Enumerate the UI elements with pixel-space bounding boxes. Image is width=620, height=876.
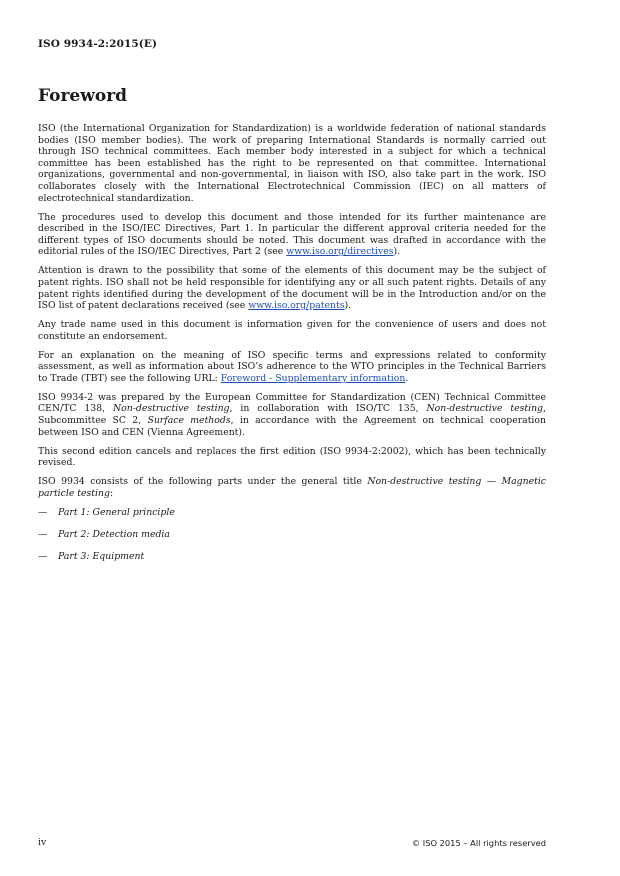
foreword-body xyxy=(38,123,546,573)
general-title: Non-destructive testing — Magnetic particle testing xyxy=(38,476,546,499)
committee-title: Non-destructive testing xyxy=(113,403,230,415)
document-identifier: ISO 9934-2:2015(E) xyxy=(38,38,158,50)
section-title: Foreword xyxy=(38,86,128,106)
list-dash: — xyxy=(38,528,48,540)
text: ISO 9934 consists of the following parts under the general title xyxy=(38,476,368,488)
text: , in collaboration with ISO/TC 135, xyxy=(229,403,427,415)
part-label: Part 2: Detection media xyxy=(58,528,170,540)
supplementary-info-link[interactable]: Foreword - Supplementary information xyxy=(220,372,406,384)
list-dash: — xyxy=(38,506,48,518)
text: ). xyxy=(344,300,352,312)
text: , Subcommittee SC 2, xyxy=(38,403,546,427)
committee-title: Non-destructive testing xyxy=(426,403,544,415)
part-label: Part 1: General principle xyxy=(58,506,175,518)
paragraph-iso-intro: ISO (the International Organization for Standardization) is a worldwide federation of national standards bodies (ISO member bodies). The work of preparing International Standards is normally carried out through ISO technical committees. Each member body interested in a subject for which a technical committee has been established has the right to be represented on that committee. International organizations, governmental and non-governmental, in liaison with ISO, also take part in the work. ISO collaborates closely with the International Electrotechnical Commission (IEC) on all matters of electrotechnical standardization. xyxy=(38,123,546,204)
paragraph-patents xyxy=(38,265,546,311)
part-label: Part 3: Equipment xyxy=(58,550,145,562)
paragraph-trade-name: Any trade name used in this document is information given for the convenience of users and does not constitute an endorsement. xyxy=(38,319,546,342)
text: Attention is drawn to the possibility that some of the elements of this document may be the subject of patent rights. ISO shall not be held responsible for identifying any or all such patent rights. Details of any patent rights identified during the development of the document will be in the Introduction and/or on the ISO list of patent declarations received (see xyxy=(38,265,546,312)
text: ISO 9934-2 was prepared by the European Committee for Standardization (CEN) Technical Committee CEN/TC 138, xyxy=(38,391,546,415)
paragraph-parts-intro xyxy=(38,476,546,499)
list-item xyxy=(38,507,546,519)
text: : xyxy=(109,487,114,499)
list-item xyxy=(38,529,546,541)
list-dash: — xyxy=(38,550,48,562)
paragraph-prepared-by xyxy=(38,392,546,438)
text: The procedures used to develop this document and those intended for its further maintenance are described in the ISO/IEC Directives, Part 1. In particular the different approval criteria needed for the different types of ISO documents should be noted. This document was drafted in accordance with the editorial rules of the ISO/IEC Directives, Part 2 (see xyxy=(38,211,546,258)
parts-list xyxy=(38,507,546,563)
paragraph-conformity xyxy=(38,350,546,385)
page-number: iv xyxy=(38,837,47,848)
list-item xyxy=(38,551,546,563)
paragraph-procedures xyxy=(38,212,546,258)
text: , in accordance with the Agreement on technical cooperation between ISO and CEN (Vienna Agreement). xyxy=(38,415,546,438)
text: . xyxy=(405,372,409,384)
paragraph-edition: This second edition cancels and replaces the first edition (ISO 9934-2:2002), which has been technically revised. xyxy=(38,445,546,469)
text: For an explanation on the meaning of ISO specific terms and expressions related to conformity assessment, as well as information about ISO’s adherence to the WTO principles in the Technical Barriers to Trade (TBT) see the following URL: xyxy=(38,349,546,384)
text: ). xyxy=(393,246,401,258)
subcommittee-title: Surface methods xyxy=(147,415,231,427)
copyright-notice: © ISO 2015 – All rights reserved xyxy=(411,838,546,848)
patents-link[interactable]: www.iso.org/patents xyxy=(248,300,345,312)
directives-link[interactable]: www.iso.org/directives xyxy=(286,246,394,258)
